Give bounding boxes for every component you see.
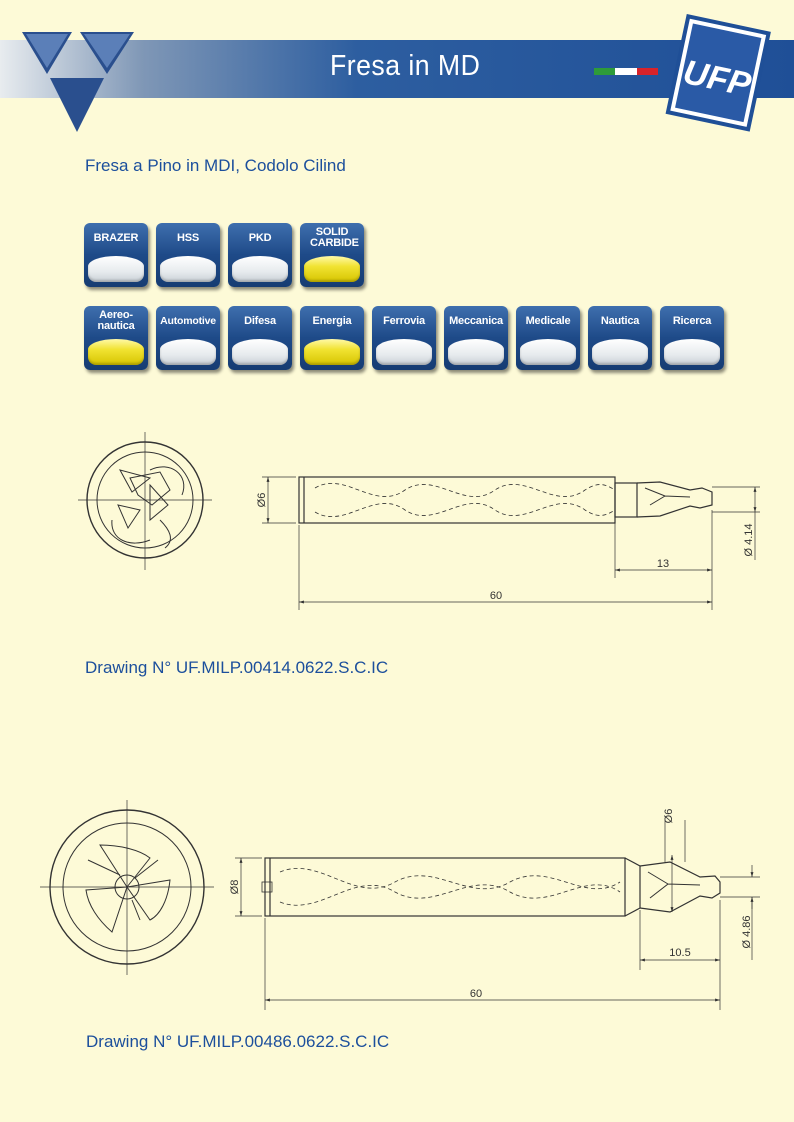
drawing-caption-1: Drawing N° UF.MILP.00414.0622.S.C.IC [85,658,389,677]
badge-indicator [664,339,720,365]
badge-ricerca [660,306,724,370]
badge-ferrovia [372,306,436,370]
badge-medicale [516,306,580,370]
badge-brazer [84,223,148,287]
badge-automotive [156,306,220,370]
badge-solid-carbide [300,223,364,287]
drawing-caption-2: Drawing N° UF.MILP.00486.0622.S.C.IC [86,1032,390,1051]
end-view-2 [40,800,214,975]
italian-flag [594,68,658,75]
dim-head-length: 13 [656,558,670,570]
badge-label: Automotive [160,315,216,327]
badge-indicator [88,256,144,282]
badge-label: BRAZER [93,232,139,244]
badge-indicator [304,339,360,365]
badge-label: Energia [312,315,352,327]
badge-indicator [160,339,216,365]
badge-nautica [588,306,652,370]
badge-pkd [228,223,292,287]
dim-total-length: 60 [469,988,483,1000]
badge-indicator [232,339,288,365]
badge-indicator [160,256,216,282]
dim-shank-diameter: Ø8 [229,879,241,895]
ufp-logo [665,14,773,134]
dim-tip-diameter: Ø 4.86 [741,915,753,949]
dim-neck-diameter: Ø6 [663,808,675,824]
badge-indicator [376,339,432,365]
page-title: Fresa in MD [330,50,481,82]
side-view-2 [262,858,720,916]
badge-energia [300,306,364,370]
badge-label: PKD [248,232,272,244]
badge-label: Medicale [525,315,571,327]
company-logo [22,32,137,137]
end-view-1 [78,432,212,570]
badge-meccanica [444,306,508,370]
dim-tip-diameter: Ø 4.14 [743,523,755,557]
badge-indicator [88,339,144,365]
badge-label: Meccanica [449,315,503,327]
side-view-1 [299,477,712,523]
badge-label: Ricerca [672,315,712,327]
dim-total-length: 60 [489,590,503,602]
ufp-logo-text: UFP [679,53,755,105]
badge-difesa [228,306,292,370]
badge-hss [156,223,220,287]
badge-indicator [232,256,288,282]
badge-indicator [304,256,360,282]
badge-label: Difesa [244,315,276,327]
dim-head-length: 10.5 [669,947,691,959]
badge-aereonautica [84,306,148,370]
badge-indicator [592,339,648,365]
product-subtitle: Fresa a Pino in MDI, Codolo Cilind [85,156,346,175]
badge-label: Ferrovia [383,315,425,327]
tool-drawing-2 [0,795,794,1015]
dim-shank-diameter: Ø6 [256,492,268,508]
badge-indicator [520,339,576,365]
badge-label: SOLID CARBIDE [310,226,359,249]
badge-label: HSS [176,232,200,244]
badge-label: Aereo-nautica [97,309,135,332]
badge-label: Nautica [600,315,640,327]
tool-drawing-1 [0,425,794,615]
badge-indicator [448,339,504,365]
